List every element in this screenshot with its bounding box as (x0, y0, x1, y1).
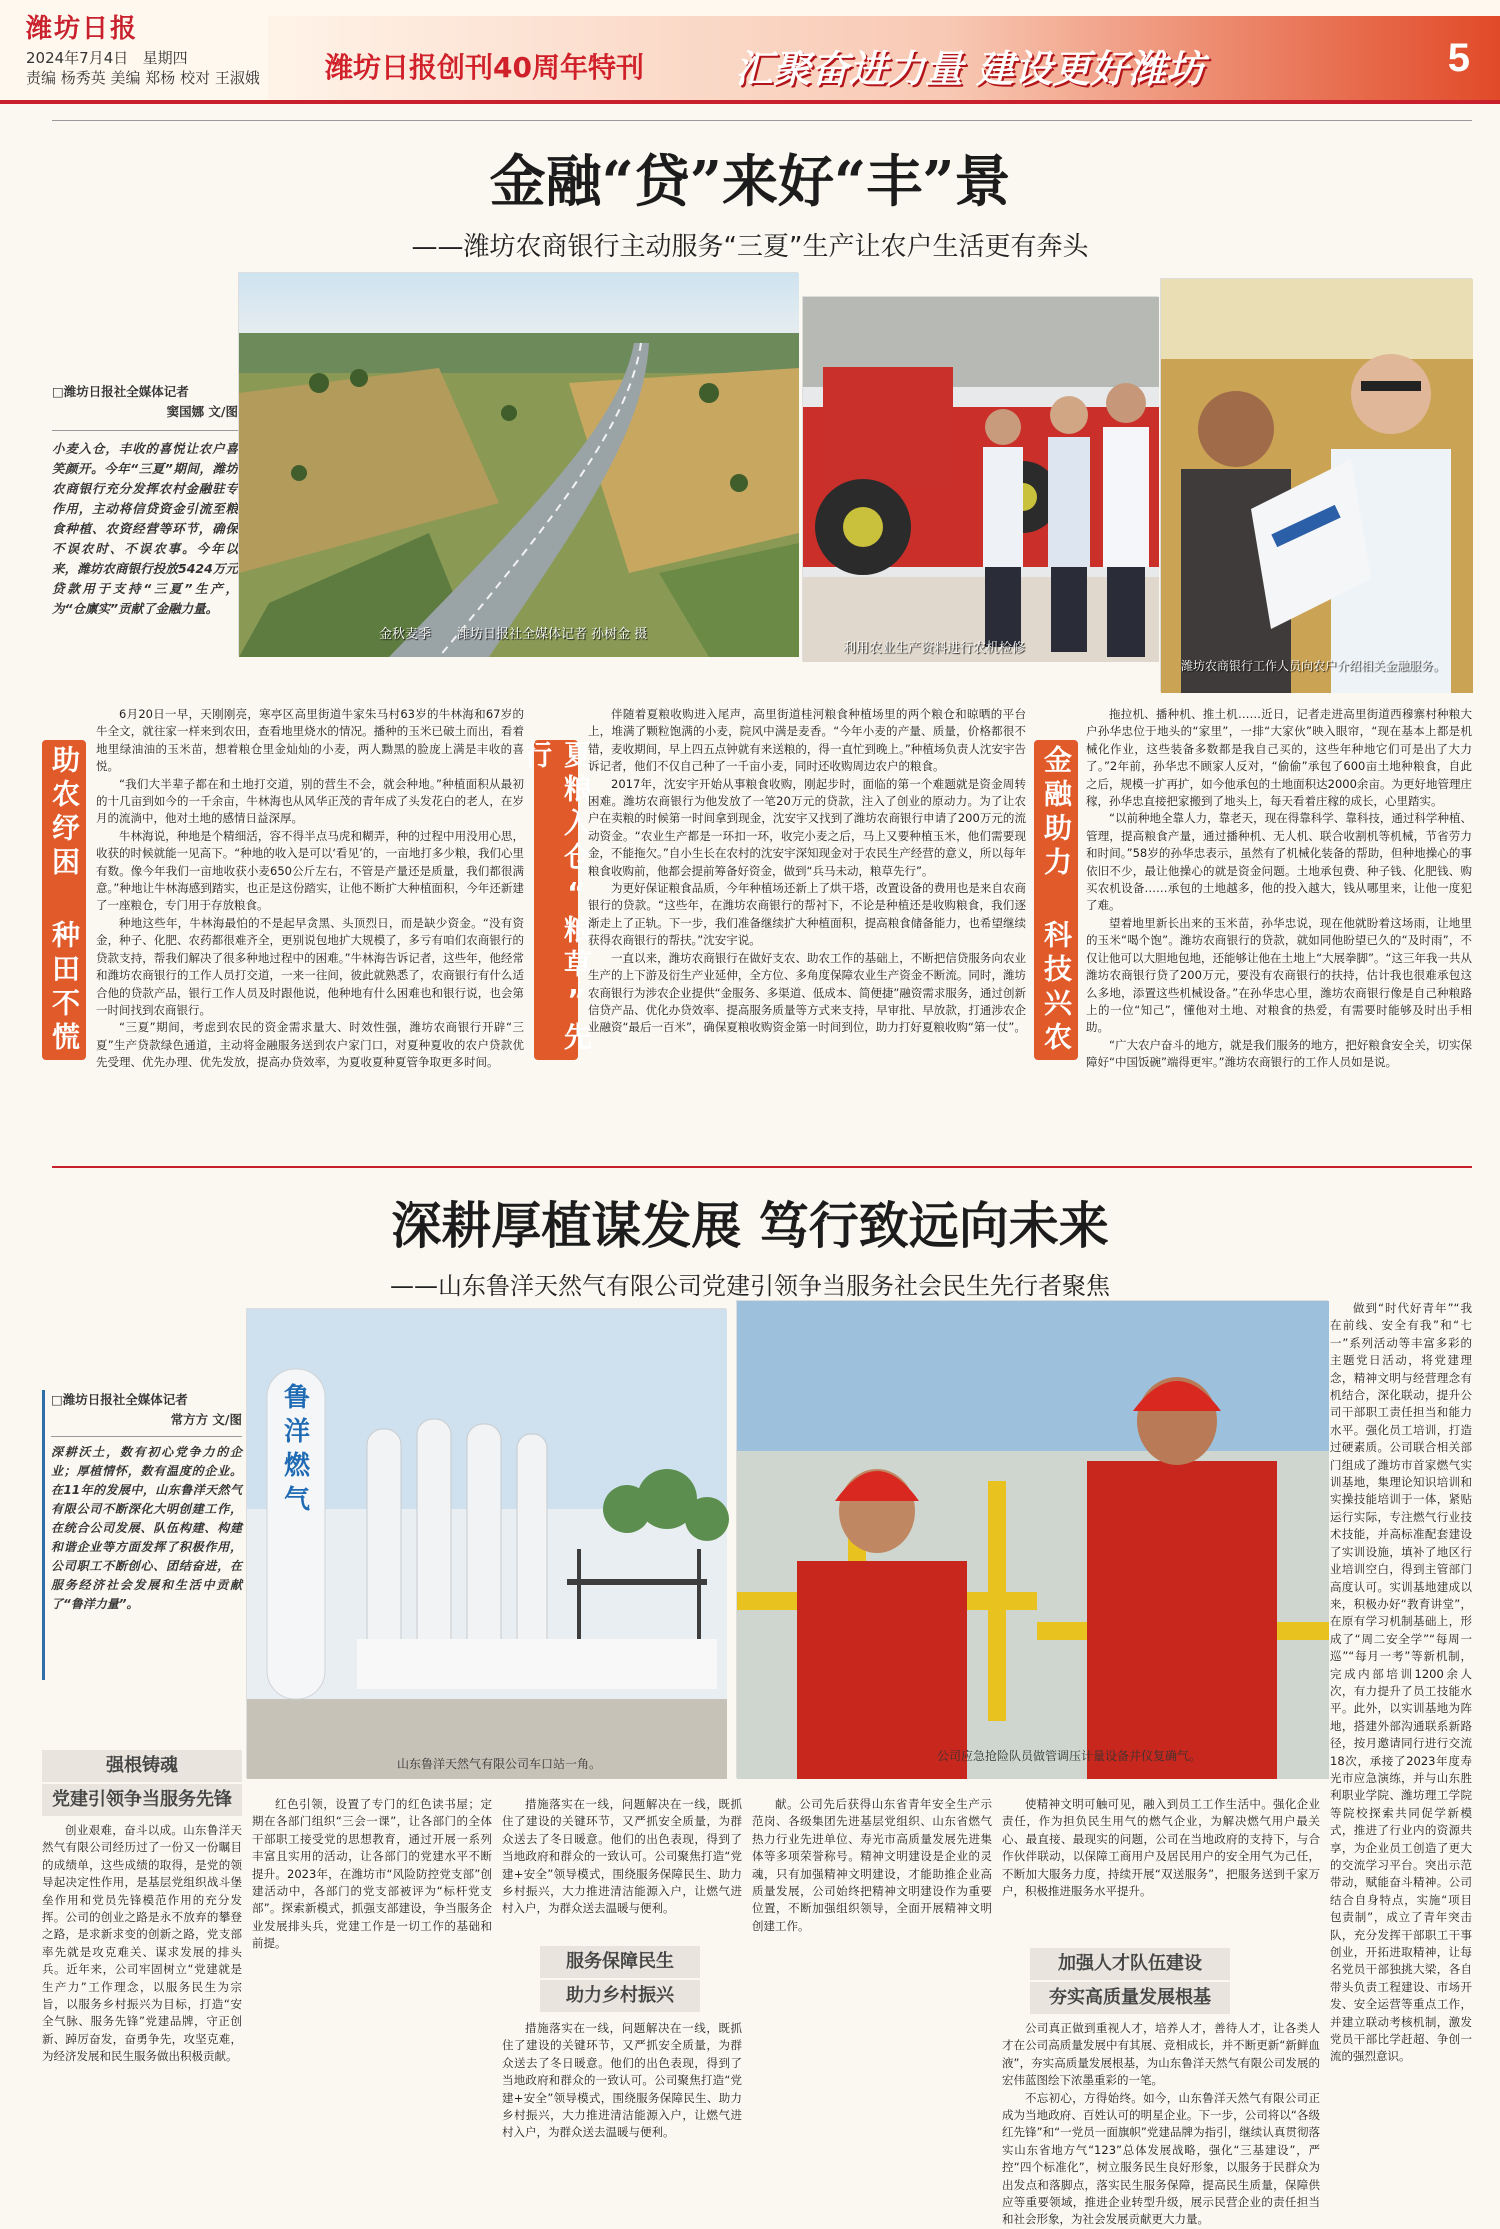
paragraph: 红色引领，设置了专门的红色读书屋；定期在各部门组织“三会一课”，让各部门的全体干部职工接受党的思想教育，通过开展一系列丰富且实用的活动，让各部门的党建水平不断提升。2023年，在潍坊市“风险防控党支部”创建活动中，各部门的党支部被评为“标杆党支部”。探索新模式，抓强支部建设，争当服务企业发展排头兵，党建工作是一切工作的基础和前提。 (252, 1797, 492, 1951)
article2-column-5 (1002, 1796, 1320, 1946)
editor-credits: 责编 杨秀英 美编 郑杨 校对 王淑娥 (26, 69, 260, 87)
paragraph: 伴随着夏粮收购进入尾声，高里街道桂河粮食种植场里的两个粮仓和晾晒的平台上，堆满了颗粒饱满的小麦，院风中满是麦香。“今年小麦的产量、质量，价格都很不错，麦收期间，早上四五点钟就有来送粮的，得一直忙到晚上。”种植场负责人沈安宇告诉记者，他们不仅自己种了一千亩小麦，同时还收购周边农户的粮食。 (588, 707, 1026, 774)
paragraph: 不忘初心，方得始终。如今，山东鲁洋天然气有限公司正成为当地政府、百姓认可的明星企业。下一步，公司将以“各级红先锋”和“一党员一面旗帜”党建品牌为指引，继续认真贯彻落实山东省地方气“123”总体发展战略，强化“三基建设”，严控“四个标准化”，树立服务民生良好形象，以服务于民群众为出发点和落脚点，落实民生服务保障，提高民生质量，保障供应等重要领域，推进企业转型升级，展示民营企业的责任担当和社会形象，为社会发展贡献更大力量。 (1002, 2090, 1320, 2227)
article2-column-4 (752, 1796, 992, 2176)
tractor-scene-illustration (803, 297, 1159, 662)
article1-column-1 (96, 706, 524, 1182)
paragraph: 牛林海说，种地是个精细活，容不得半点马虎和糊弄，种的过程中用没用心思，收获的时候就能一见高下。“种地的收入是可以‘看见’的，一亩地打多少粮，我们心里有数。像今年我们一亩地收获小麦650公斤左右，不管是产量还是质量，我们都很满意。”种地让牛林海感到踏实，也正是这份踏实，让他不断扩大种植面积，今年还新建了一座粮仓，专门用于存放粮食。 (96, 828, 524, 913)
paragraph: 献。公司先后获得山东省青年安全生产示范岗、各级集团先进基层党组织、山东省燃气热力行业先进单位、寿光市高质量发展先进集体等多项荣誉称号。精神文明建设是企业的灵魂，只有加强精神文明建设，才能助推企业高质量发展，公司始终把精神文明建设作为重要位置，不断加强组织领导，全面开展精神文明创建工作。 (752, 1797, 992, 1933)
page-number: 5 (1447, 36, 1470, 80)
highway-aerial-illustration (239, 273, 799, 657)
article2-column-3 (502, 1796, 742, 1946)
article1-subtitle: ——潍坊农商银行主动服务“三夏”生产让农户生活更有奔头 (411, 232, 1089, 262)
article-divider (52, 1166, 1472, 1168)
article2-column-2 (252, 1796, 492, 2176)
gas-station-illustration (247, 1309, 727, 1779)
section-header-1 (42, 1750, 242, 1816)
paragraph: 做到“时代好青年”“我在前线、安全有我”和“七一”系列活动等丰富多彩的主题党日活动，将党建理念，精神文明与经营理念有机结合，深化联动，提升公司干部职工责任担当和能力水平。强化员工培训，打造过硬素质。公司联合相关部门组成了潍坊市首家燃气实训基地，集理论知识培训和实操技能培训于一体，紧贴运行实际，专注燃气行业技术技能，并高标准配套建设了实训设施，填补了地区行业培训空白，得到主管部门高度认可。实训基地建成以来，积极办好“教育讲堂”，在原有学习机制基础上，形成了“周二安全学”“每周一巡”“每月一考”等新机制，完成内部培训1200余人次，有力提升了员工技能水平。此外，以实训基地为阵地，搭建外部沟通联系新路径，按月邀请同行进行交流18次，承接了2023年度寿光市应急演练，并与山东胜利职业学院、潍坊理工学院等院校探索共同促学新模式，推进了行业内的资源共享，为企业员工创造了更大的交流学习平台。突出示范带动，赋能奋斗精神。公司结合自身特点，实施“项目包责制”，成立了青年突击队，充分发挥干部职工干事创业，开拓进取精神，让每名党员干部独挑大梁，各自带头负责工程建设、市场开发、安全运营等重点工作，并建立联动考核机制，激发党员干部比学赶超、争创一流的强烈意识。 (1330, 1301, 1472, 2064)
issue-weekday: 星期四 (142, 49, 188, 67)
masthead-rule (0, 100, 1500, 104)
article2-byline-box (42, 1390, 242, 1680)
section-label-side2: 夏粮入仓“粮草”先行 (534, 740, 578, 1060)
section-header-3 (1030, 1948, 1230, 2014)
article1-byline: □潍坊日报社全媒体记者 (52, 384, 189, 399)
article1-photo1-caption: 金秋麦季 潍坊日报社全媒体记者 孙树金 摄 (379, 627, 648, 642)
article2-subtitle: ——山东鲁洋天然气有限公司党建引领争当服务社会民生先行者聚焦 (390, 1272, 1110, 1300)
section-label-side3: 金融助力 科技兴农 (1034, 740, 1078, 1060)
article1-title: 金融“贷”来好“丰”景 (489, 149, 1011, 215)
article2-byline: □潍坊日报社全媒体记者 (51, 1392, 188, 1407)
masthead (0, 0, 1500, 104)
top-rule (52, 120, 1472, 121)
article1-photo3-caption: 潍坊农商银行工作人员向农户介绍相关金融服务。 (1181, 659, 1446, 673)
issue-date: 2024年7月4日 (26, 49, 129, 67)
paragraph: 2017年，沈安宇开始从事粮食收购，刚起步时，面临的第一个难题就是资金周转困难。潍坊农商银行为他发放了一笔20万元的贷款，注入了创业的原动力。为了让农户在卖粮的时候第一时间拿到现金，沈安宇又找到了潍坊农商银行申请了200万元的流动资金。“农业生产都是一环扣一环，收完小麦之后，马上又要种植玉米，他们需要现金，不能拖欠。”自小生长在农村的沈安宇深知现金对于农民生产经营的意义，所以每年粮食收购前，他都会提前筹备好资金，做到“兵马未动，粮草先行”。 (588, 776, 1026, 878)
paragraph: 公司真正做到重视人才，培养人才，善待人才，让各类人才在公司高质量发展中有其展、竞相成长，并不断更新“新鲜血液”，夯实高质量发展根基，为山东鲁洋天然气有限公司发展的宏伟蓝图绘下浓墨重彩的一笔。 (1002, 2021, 1320, 2088)
article1-photo2-caption: 利用农业生产资料进行农机检修 (843, 641, 1026, 656)
article2-photo-station (246, 1308, 726, 1778)
paragraph: 措施落实在一线，问题解决在一线，既抓住了建设的关键环节，又严抓安全质量，为群众送去了冬日暖意。他们的出色表现，得到了当地政府和群众的一致认可。公司聚焦打造“党建+安全”领导模式，围绕服务保障民生、助力乡村振兴，大力推进清洁能源入户，让燃气进村入户，为群众送去温暖与便利。 (502, 2021, 742, 2140)
byline-rule (51, 1436, 242, 1437)
paragraph: “三夏”期间，考虑到农民的资金需求量大、时效性强，潍坊农商银行开辟“三夏”生产贷款绿色通道，主动将金融服务送到农户家门口，对夏种夏收的农户贷款优先受理、优先办理、优先发放，提高办贷效率，为夏收夏种夏管争取更多时间。 (96, 1020, 524, 1070)
paragraph: 种地这些年，牛林海最怕的不是起早贪黑、头顶烈日，而是缺少资金。“没有资金，种子、化肥、农药都很难齐全，更别说包地扩大规模了，多亏有咱们农商银行的贷款支持，帮我们解决了很多种地过程中的困难。”牛林海告诉记者，这些年，他经常和潍坊农商银行的工作人员打交道，一来一往间，彼此就熟悉了，农商银行有什么适合他的贷款产品，银行工作人员及时跟他说，他种地有什么困难也和银行说，也会第一时间找到农商银行。 (96, 915, 524, 1017)
paragraph: 措施落实在一线，问题解决在一线，既抓住了建设的关键环节，又严抓安全质量，为群众送去了冬日暖意。他们的出色表现，得到了当地政府和群众的一致认可。公司聚焦打造“党建+安全”领导模式，围绕服务保障民生、助力乡村振兴，大力推进清洁能源入户，让燃气进村入户，为群众送去温暖与便利。 (502, 1797, 742, 1916)
article2-column-3b (502, 2020, 742, 2176)
paragraph: 望着地里新长出来的玉米苗，孙华忠说，现在他就盼着这场雨，让地里的玉米“喝个饱”。潍坊农商银行的贷款，就如同他盼望已久的“及时雨”，不仅让他可以大胆地包地，还能够让他在土地上“大展拳脚”。“这三年我一共从潍坊农商银行贷了200万元，要没有农商银行的扶持，估计我也很难承包这么多地，添置这些机械设备。”在孙华忠心里，潍坊农商银行像是自己种粮路上的一位“知己”，懂他对土地、对粮食的热爱，有需要时能够及时出手相助。 (1086, 915, 1472, 1035)
section-header-2-line2: 助力乡村振兴 (540, 1980, 700, 2012)
issue-meta (26, 48, 260, 88)
station-sign: 鲁洋燃气 (283, 1383, 310, 1515)
farmer-banker-illustration (1161, 279, 1473, 693)
paragraph: 6月20日一早，天刚刚亮，寒亭区高里街道牛家朱马村63岁的牛林海和67岁的牛全文，就往家一样来到农田，查看地里烧水的情况。播种的玉米已破土而出，看着地里绿油油的玉米苗，想着粮仓里金灿灿的小麦，两人黝黑的脸庞上满是丰收的喜悦。 (96, 707, 524, 774)
workers-illustration (737, 1301, 1329, 1779)
article1-column-3 (1086, 706, 1472, 1182)
article2-right-column (1330, 1300, 1472, 2180)
byline-rule (52, 430, 238, 431)
article1-photo-highway (238, 272, 798, 656)
section-header-2-line1: 服务保障民生 (540, 1946, 700, 1978)
anniversary-title: 潍坊日报创刊40周年特刊 (325, 51, 644, 84)
article1-intro: 小麦入仓，丰收的喜悦让农户喜笑颜开。今年“三夏”期间，潍坊农商银行充分发挥农村金融驻专作用，主动将信贷资金引流至粮食种植、农资经营等环节，确保不误农时、不误农事。今年以来，潍坊农商银行投放5424万元贷款用于支持“三夏”生产，为“仓廪实”贡献了金融力量。 (52, 441, 238, 616)
paragraph: “广大农户奋斗的地方，就是我们服务的地方，把好粮食安全关，切实保障好“中国饭碗”端得更牢。”潍坊农商银行的工作人员如是说。 (1086, 1037, 1472, 1070)
article2-photo2-caption: 公司应急抢险队员做管调压计量设备并仪复确气。 (937, 1749, 1202, 1763)
paragraph: “以前种地全靠人力，靠老天，现在得靠科学、靠科技，通过科学种植、管理，提高粮食产量，通过播种机、无人机、联合收割机等机械，节省劳力和时间。”58岁的孙华忠表示，虽然有了机械化装备的帮助，但种地操心的事依旧不少，最让他操心的就是资金问题。土地承包费、种子钱、化肥钱、购买农机设备……承包的土地越多，他的投入越大，钱从哪里来，让他一度犯了难。 (1086, 811, 1472, 913)
paragraph: “我们大半辈子都在和土地打交道，别的营生不会，就会种地。”种植面积从最初的十几亩到如今的一千余亩，牛林海也从风华正茂的青年成了头发花白的老人，在岁月的流淌中，他对土地的感情日益深厚。 (96, 776, 524, 826)
article2-photo1-caption: 山东鲁洋天然气有限公司车口站一角。 (397, 1757, 602, 1771)
article1-photo-tractors (802, 296, 1158, 661)
section-header-3-line1: 加强人才队伍建设 (1030, 1948, 1230, 1980)
article2-column-5b (1002, 2020, 1320, 2227)
section-header-1-line1: 强根铸魂 (42, 1750, 242, 1782)
section-header-1-line2: 党建引领争当服务先锋 (42, 1784, 242, 1816)
article2-column-1 (42, 1822, 242, 2174)
article2-photo-workers (736, 1300, 1328, 1778)
article2-author: 常方方 文/图 (170, 1412, 242, 1427)
section-label-side1: 助农纾困 种田不慌 (42, 740, 86, 1060)
section-header-3-line2: 夯实高质量发展根基 (1030, 1982, 1230, 2014)
article1-photo-farmer (1160, 278, 1472, 692)
paragraph: 使精神文明可触可见，融入到员工工作生活中。强化企业责任，作为担负民生用气的燃气企业，为解决燃气用户最关心、最直接、最现实的问题，公司在当地政府的支持下，与合作伙伴联动，以保障工商用户及居民用户的安全用气为己任，不断加大服务力度，持续开展“双送服务”，把服务送到千家万户，积极推进服务水平提升。 (1002, 1797, 1320, 1899)
section-header-2 (540, 1946, 700, 2012)
paragraph: 创业艰难，奋斗以成。山东鲁洋天然气有限公司经历过了一份又一份瞩目的成绩单，这些成绩的取得，是党的领导起决定性作用，是基层党组织战斗堡垒作用和党员先锋模范作用的充分发挥。公司的创业之路是永不放弃的攀登之路，是求新求变的创新之路，党支部率先就是攻克难关、谋求发展的排头兵。近年来，公司牢固树立“党建就是生产力”工作理念，以服务民生为宗旨，以服务乡村振兴为目标，打造“安全气脉、服务先锋”党建品牌，守正创新、踔厉奋发，奋勇争先，攻坚克难，为经济发展和民生服务做出积极贡献。 (42, 1823, 242, 2064)
special-slogan: 汇聚奋进力量 建设更好潍坊 (735, 47, 1205, 91)
article2-intro: 深耕沃土，数有初心党争力的企业；厚植情怀，数有温度的企业。在11年的发展中，山东鲁洋天然气有限公司不断深化大明创建工作，在统合公司发展、队伍构建、构建和谐企业等方面发挥了积极作用，公司职工不断创心、团结奋进，在服务经济社会发展和生活中贡献了“鲁洋力量”。 (51, 1445, 242, 1611)
paragraph: 一直以来，潍坊农商银行在做好支农、助农工作的基础上，不断把信贷服务向农业生产的上下游及衍生产业延伸，全方位、多角度保障农业生产资金不断流。同时，潍坊农商银行为涉农企业提供“金服务、多渠道、低成本、简便捷”融资需求服务，通过创新信贷产品、优化办贷效率、提高服务质量等方式来支持，早审批、早放款，打通涉农企业融资“最后一百米”，确保夏粮收购资金第一时间到位，助力打好夏粮收购“第一仗”。 (588, 950, 1026, 1035)
paragraph: 拖拉机、播种机、推土机……近日，记者走进高里街道西穆寨村种粮大户孙华忠位于地头的“家里”，一排“大家伙”映入眼帘，“现在基本上都是机械化作业，这些装备多数都是我自己买的，这些年种地它们可是出了大力了。”2年前，孙华忠不顾家人反对，“偷偷”承包了600亩土地种粮食，自此之后，规模一扩再扩，如今他承包的土地面积达2000余亩。为更好地管理庄稼，孙华忠直接把家搬到了地头上，每天看着庄稼的成长，心里踏实。 (1086, 707, 1472, 809)
paragraph: 为更好保证粮食品质，今年种植场还新上了烘干塔，改置设备的费用也是来自农商银行的贷款。“这些年，在潍坊农商银行的帮衬下，不论是种植还是收购粮食，我们逐渐走上了正轨。下一步，我们准备继续扩大种植面积，提高粮食储备能力，也希望继续获得农商银行的帮扶。”沈安宇说。 (588, 881, 1026, 948)
newspaper-logo: 潍坊日报 (26, 14, 139, 43)
article1-column-2 (588, 706, 1026, 1182)
article1-author: 窦国娜 文/图 (166, 404, 238, 419)
article2-title: 深耕厚植谋发展 笃行致远向未来 (391, 1196, 1109, 1255)
